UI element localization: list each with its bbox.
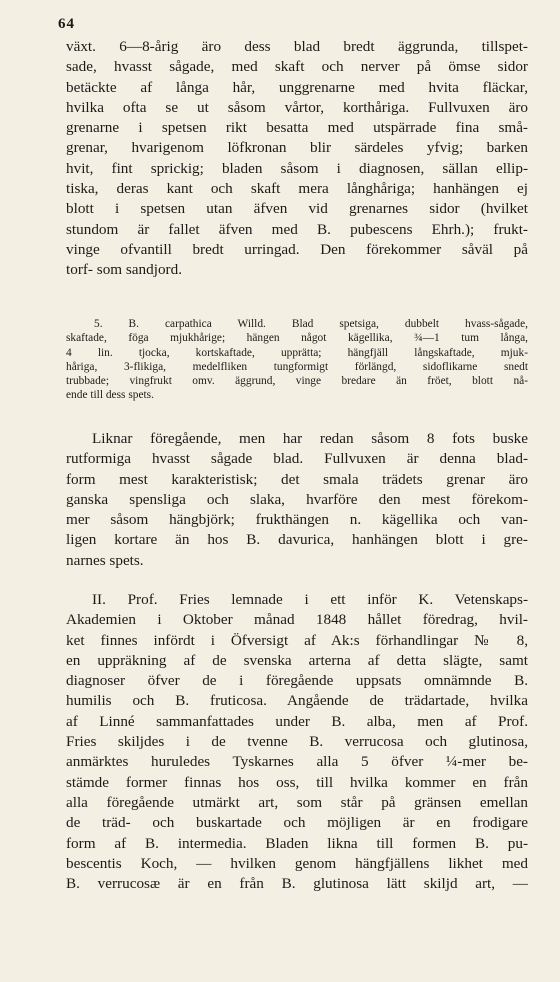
text-line: 5. B. carpathica Willd. Blad spetsiga, dubbelt hvass-sågade, (94, 318, 528, 330)
text-line: skaftade, föga mjukhårige; hängen något kägellika, ¾—1 tum långa, (66, 332, 528, 345)
text-line: torf- som sandjord. (66, 261, 182, 279)
text-line: Akademien i Oktober månad 1848 hållet föredrag, hvil- (66, 611, 528, 629)
text-line: ket finnes infördt i Öfversigt af Ak:s förhandlingar № 8, (66, 631, 528, 649)
text-line: anmärktes huruledes Tyskarnes alla 5 öfver ¼-mer be- (66, 753, 528, 771)
text-line: hvilka ofta se ut såsom vårtor, korthåriga. Fullvuxen äro (66, 98, 528, 116)
text-line: trubbade; vingfrukt omv. äggrund, vinge bredare än fröet, blott nå- (66, 375, 528, 388)
paragraph-description (66, 37, 528, 281)
text-line: stundom är fallet äfven med B. pubescens Ehrh.); frukt- (66, 220, 528, 238)
paragraph-fries-lecture (66, 590, 528, 894)
text-line: betäckte af långa hår, unggrenarne med hvita fläckar, (66, 78, 528, 96)
species-diagnosis (66, 317, 528, 403)
text-line: ligen kortare än hos B. davurica, hanhängen blott i gre- (66, 531, 528, 549)
text-line: rutformiga hvasst sågade blad. Fullvuxen är denna blad- (66, 450, 528, 468)
text-line: grenar, hvarigenom löfkronan blir särdeles yfvig; barken (66, 139, 528, 157)
text-line: vinge ofvantill bredt urringad. Den förekommer såväl på (66, 240, 528, 258)
text-line: grenarne i spetsen rikt besatta med utspärrade fina små- (66, 119, 528, 137)
page-number: 64 (58, 16, 75, 32)
text-line: 4 lin. tjocka, kortskaftade, upprätta; hängfjäll långskaftade, mjuk- (66, 346, 528, 359)
text-line: ganska spensliga och slaka, hvarföre den mest förekom- (66, 490, 528, 508)
text-line: B. verrucosæ är en från B. glutinosa lätt skiljd art, — (66, 875, 528, 893)
text-line: ende till dess spets. (66, 389, 154, 402)
text-line: växt. 6—8-årig äro dess blad bredt äggrunda, tillspet- (66, 38, 528, 55)
text-line: af Linné sammanfattades under B. alba, men af Prof. (66, 712, 528, 730)
text-line: narnes spets. (66, 551, 144, 569)
text-line: stämde former finnas hos oss, till hvilka kommer en från (66, 773, 528, 791)
text-line: Liknar föregående, men har redan såsom 8 fots buske (92, 430, 528, 447)
paragraph-comparison (66, 429, 528, 571)
text-line: hvit, fint sprickig; bladen såsom i diagnosen, sällan ellip- (66, 159, 528, 177)
text-line: form af B. intermedia. Bladen likna till formen B. pu- (66, 834, 528, 852)
text-line: blott i spetsen utan äfven vid grenarnes sidor (hvilket (66, 200, 528, 218)
text-line: en uppräkning af de svenska arterna af detta slägte, samt (66, 651, 528, 669)
text-line: diagnoser öfver de i föregående uppsats omnämnde B. (66, 672, 528, 690)
text-line: Fries skiljdes i de tvenne B. verrucosa och glutinosa, (66, 733, 528, 751)
text-line: form mest karakteristisk; det smala trädets grenar äro (66, 470, 528, 488)
text-line: II. Prof. Fries lemnade i ett inför K. Vetenskaps- (92, 591, 528, 608)
text-line: alla föregående utmärkt art, som står på gränsen emellan (66, 793, 528, 811)
text-line: sade, hvasst sågade, med skaft och nerver på ömse sidor (66, 58, 528, 76)
text-line: humilis och B. fruticosa. Angående de trädartade, hvilka (66, 692, 528, 710)
text-line: tiska, deras kant och skaft mera långhåriga; hanhängen ej (66, 180, 528, 198)
text-line: bescentis Koch, — hvilken genom hängfjällens likhet med (66, 854, 528, 872)
text-line: de träd- och buskartade och möjligen är en frodigare (66, 814, 528, 832)
text-line: mer såsom hängbjörk; frukthängen n. kägellika och van- (66, 511, 528, 529)
text-line: håriga, 3-flikiga, medelfliken tungformigt förlängd, sidoflikarne snedt (66, 360, 528, 373)
